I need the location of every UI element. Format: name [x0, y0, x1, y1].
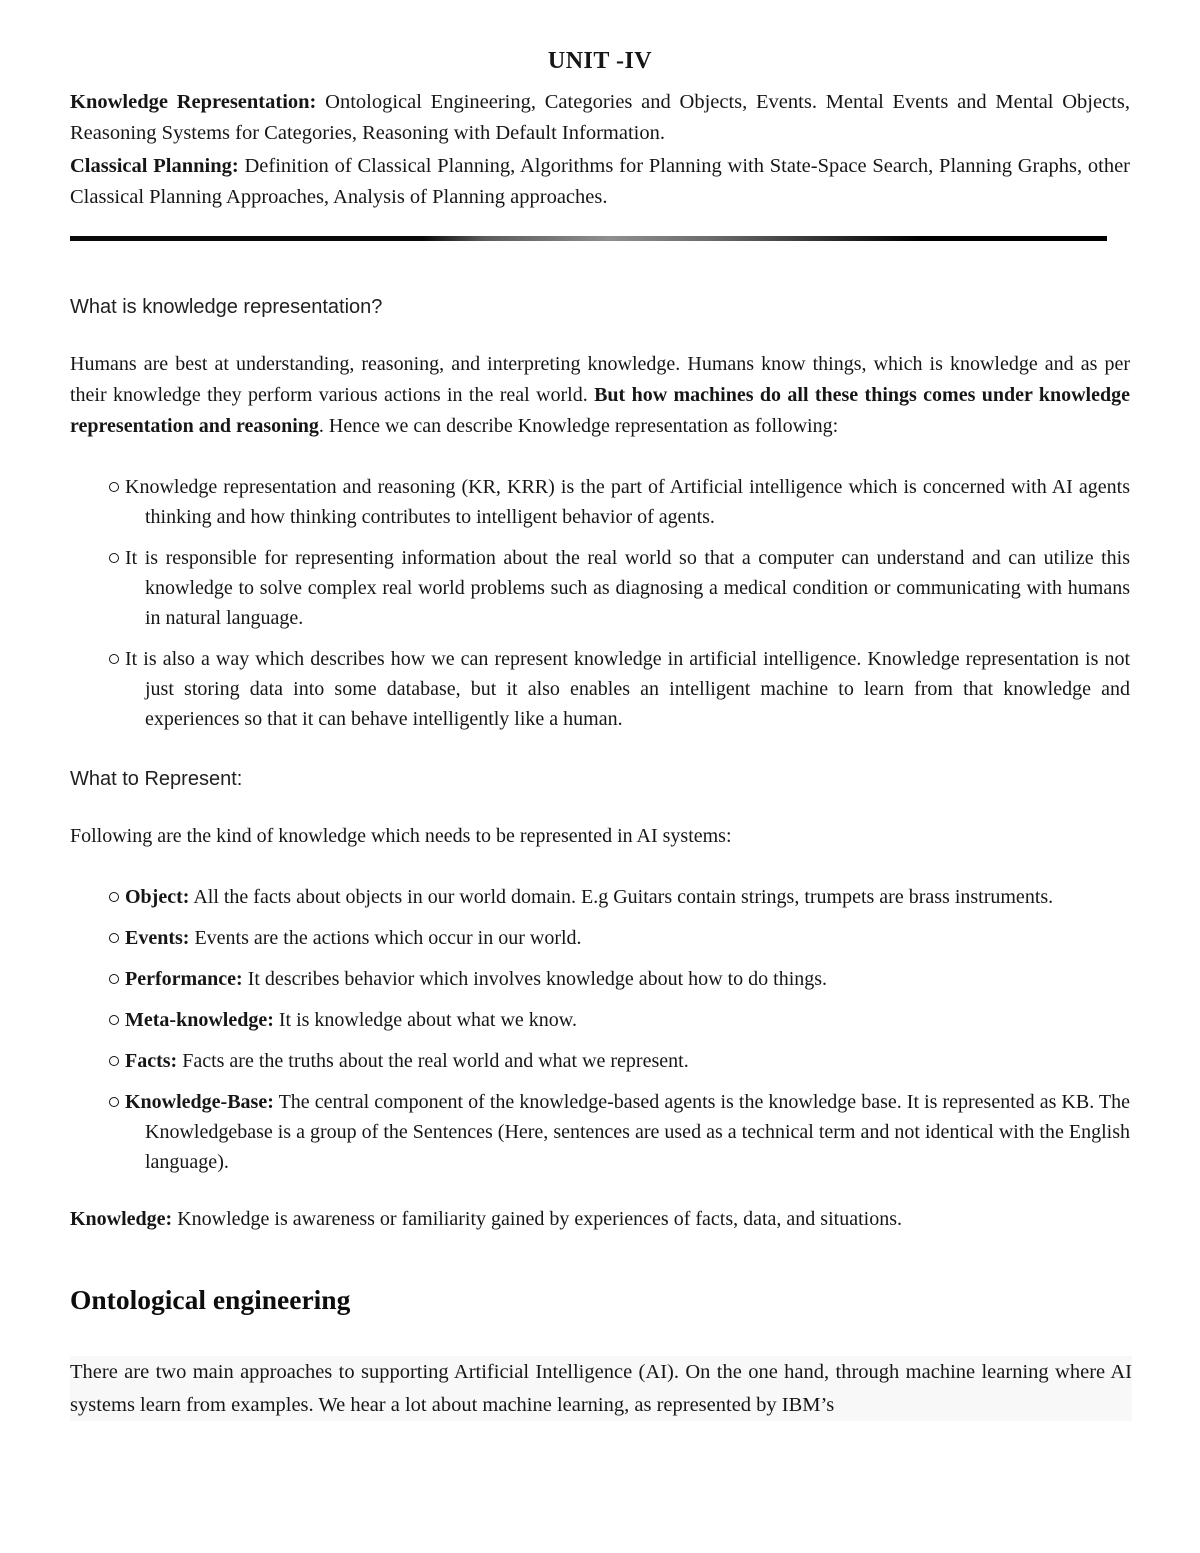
term-performance: Performance: [125, 968, 243, 991]
intro-text-bold: But how machines do all these things comes under knowledge representation and reasoning [70, 383, 1130, 437]
list-item [70, 882, 1130, 912]
outline-text-knowledge-representation: Ontological Engineering, Categories and Objects, Events. Mental Events and Mental Objects, Reasoning Systems for Categories, Reasoning with Default Information. [70, 91, 1130, 145]
page-title: UNIT -IV [547, 48, 653, 74]
term-knowledge-base-text: The central component of the knowledge-based agents is the knowledge base. It is represented as KB. The Knowledgebase is a group of the Sentences (Here, sentences are used as a technical term and not identical with the English language). [145, 1091, 1130, 1174]
term-events-text: Events are the actions which occur in our world. [189, 927, 582, 950]
heading-what-is-knowledge-representation: What is knowledge representation? [70, 295, 383, 318]
term-performance-text: It describes behavior which involves knowledge about how to do things. [242, 968, 828, 991]
ontological-engineering-paragraph: There are two main approaches to supporting Artificial Intelligence (AI). On the one hand, through machine learning where AI systems learn from examples. We hear a lot about machine learning, as represented by IBM’s [70, 1356, 1132, 1421]
term-knowledge-text: Knowledge is awareness or familiarity gained by experiences of facts, data, and situations. [172, 1208, 902, 1231]
what-to-represent-intro: Following are the kind of knowledge which needs to be represented in AI systems: [70, 825, 732, 848]
course-outline [70, 87, 1130, 214]
knowledge-kinds-list [70, 882, 1130, 1177]
heading-what-to-represent: What to Represent: [70, 768, 243, 791]
intro-paragraph [70, 349, 1130, 443]
term-facts: Facts: [125, 1050, 178, 1073]
outline-classical-planning [70, 151, 1130, 213]
list-item [70, 923, 1130, 953]
list-item: It is also a way which describes how we can represent knowledge in artificial intelligence. Knowledge representation is not just storing data into some database, but it also enables an intelligent machine to learn from that knowledge and experiences so that it can behave intelligently like a human. [70, 644, 1130, 734]
outline-knowledge-representation [70, 87, 1130, 149]
term-object: Object: [125, 886, 190, 909]
term-meta-knowledge-text: It is knowledge about what we know. [273, 1009, 577, 1032]
term-events: Events: [125, 927, 190, 950]
outline-term-knowledge-representation: Knowledge Representation: [70, 91, 317, 113]
outline-text-classical-planning: Definition of Classical Planning, Algorithms for Planning with State-Space Search, Planning Graphs, other Classical Planning Approaches, Analysis of Planning approaches. [70, 155, 1130, 209]
term-facts-text: Facts are the truths about the real world and what we represent. [177, 1050, 689, 1073]
term-meta-knowledge: Meta-knowledge: [125, 1009, 274, 1032]
intro-text-post: . Hence we can describe Knowledge representation as following: [318, 415, 839, 437]
term-knowledge-base: Knowledge-Base: [125, 1091, 274, 1114]
outline-term-classical-planning: Classical Planning: [70, 155, 239, 178]
list-item [70, 964, 1130, 994]
knowledge-definition [70, 1204, 1130, 1234]
term-knowledge: Knowledge: [70, 1208, 173, 1231]
list-item [70, 1046, 1130, 1076]
list-item: Knowledge representation and reasoning (KR, KRR) is the part of Artificial intelligence which is concerned with AI agents thinking and how thinking contributes to intelligent behavior of agents. [70, 472, 1130, 532]
list-item [70, 1087, 1130, 1177]
kr-definition-list [70, 472, 1130, 734]
list-item [70, 1005, 1130, 1035]
horizontal-rule [70, 236, 1107, 241]
list-item: It is responsible for representing information about the real world so that a computer can understand and can utilize this knowledge to solve complex real world problems such as diagnosing a medical condition or communicating with humans in natural language. [70, 543, 1130, 633]
intro-text-pre: Humans are best at understanding, reasoning, and interpreting knowledge. Humans know things, which is knowledge and as per their knowledge they perform various actions in the real world. [70, 352, 1130, 406]
term-object-text: All the facts about objects in our world domain. E.g Guitars contain strings, trumpets are brass instruments. [189, 886, 1054, 909]
heading-ontological-engineering: Ontological engineering [70, 1284, 351, 1316]
